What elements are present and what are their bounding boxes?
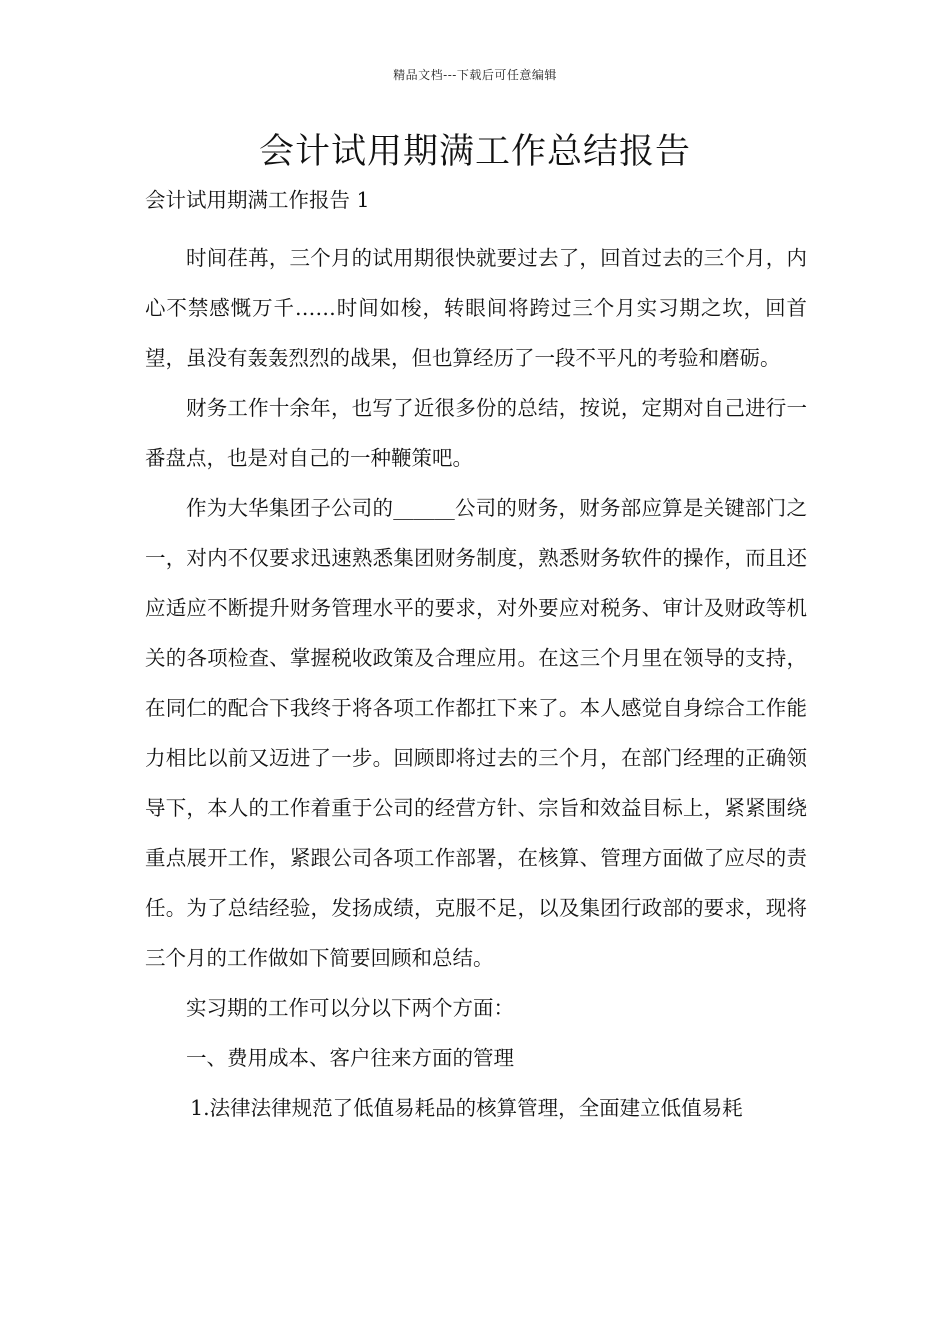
document-title: 会计试用期满工作总结报告: [258, 132, 691, 172]
paragraph-intro: 时间荏苒，三个月的试用期很快就要过去了，回首过去的三个月，内心不禁感慨万千……时间如梭，转眼间将跨过三个月实习期之坎，回首望，虽没有轰轰烈烈的战果，但也算经历了一段不平凡的考验和磨砺。: [145, 246, 807, 370]
report-subtitle: 会计试用期满工作报告 1: [145, 188, 370, 212]
header-watermark: 精品文档---下载后可任意编辑: [393, 68, 557, 82]
paragraph-role: 作为大华集团子公司的______公司的财务，财务部应算是关键部门之一，对内不仅要求迅速熟悉集团财务制度，熟悉财务软件的操作，而且还应适应不断提升财务管理水平的要求，对外要应对税务、审计及财政等机关的各项检查、掌握税收政策及合理应用。在这三个月里在领导的支持，在同仁的配合下我终于将各项工作都扛下来了。本人感觉自身综合工作能力相比以前又迈进了一步。回顾即将过去的三个月，在部门经理的正确领导下，本人的工作着重于公司的经营方针、宗旨和效益目标上，紧紧围绕重点展开工作，紧跟公司各项工作部署，在核算、管理方面做了应尽的责任。为了总结经验，发扬成绩，克服不足，以及集团行政部的要求，现将三个月的工作做如下简要回顾和总结。: [145, 496, 807, 970]
paragraph-experience: 财务工作十余年，也写了近很多份的总结，按说，定期对自己进行一番盘点，也是对自己的一种鞭策吧。: [145, 396, 807, 470]
list-item-1: 1.法律法律规范了低值易耗品的核算管理，全面建立低值易耗: [190, 1096, 743, 1120]
document-body: [145, 180, 807, 1133]
paragraph-work-aspects: 实习期的工作可以分以下两个方面：: [186, 996, 514, 1020]
section-heading-cost-management: 一、费用成本、客户往来方面的管理: [186, 1046, 514, 1070]
